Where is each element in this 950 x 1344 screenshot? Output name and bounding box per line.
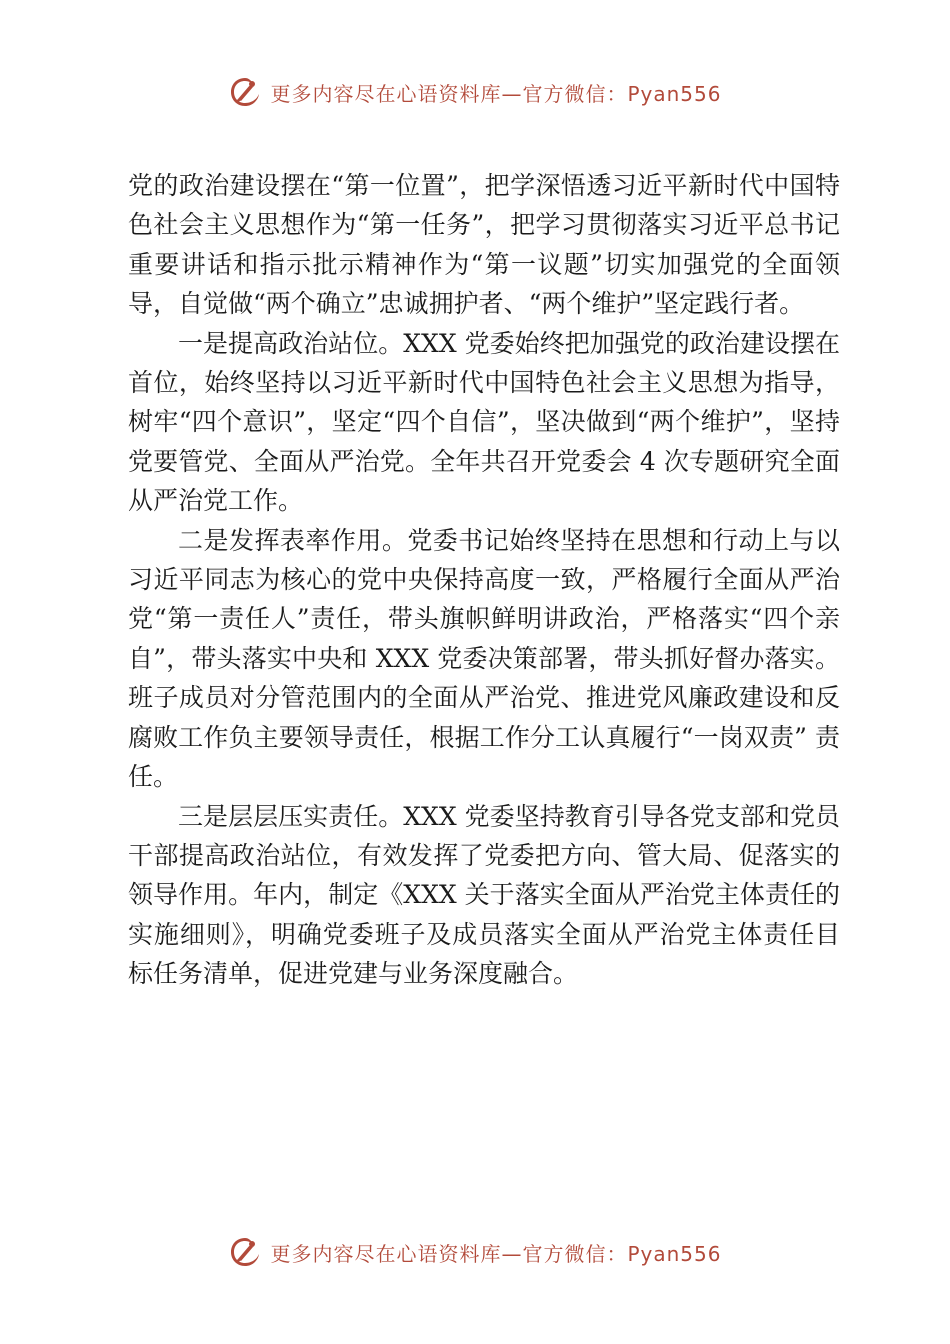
header-banner <box>0 70 950 114</box>
footer-banner-text: 更多内容尽在心语资料库—官方微信：Pyan556 <box>270 1241 722 1266</box>
brush-logo-icon <box>228 75 262 109</box>
header-banner-text: 更多内容尽在心语资料库—官方微信：Pyan556 <box>270 81 722 106</box>
paragraph-intro: 党的政治建设摆在“第一位置”，把学深悟透习近平新时代中国特色社会主义思想作为“第一任务”，把学习贯彻落实习近平总书记重要讲话和指示批示精神作为“第一议题”切实加强党的全面领导，自觉做“两个确立”忠诚拥护者、“两个维护”坚定践行者。 <box>128 171 840 319</box>
paragraph-two: 二是发挥表率作用。党委书记始终坚持在思想和行动上与以习近平同志为核心的党中央保持高度一致，严格履行全面从严治党“第一责任人”责任，带头旗帜鲜明讲政治，严格落实“四个亲自”，带头落实中央和 XXX 党委决策部署，带头抓好督办落实。班子成员对分管范围内的全面从严治党、推进党风廉政建设和反腐败工作负主要领导责任，根据工作分工认真履行“一岗双责” 责任。 <box>128 525 840 792</box>
paragraph-three: 三是层层压实责任。XXX 党委坚持教育引导各党支部和党员干部提高政治站位，有效发挥了党委把方向、管大局、促落实的领导作用。年内，制定《XXX 关于落实全面从严治党主体责任的实施细则》，明确党委班子及成员落实全面从严治党主体责任目标任务清单，促进党建与业务深度融合。 <box>128 801 840 989</box>
document-body <box>128 166 840 994</box>
brush-logo-icon <box>228 1235 262 1269</box>
footer-banner <box>0 1230 950 1274</box>
paragraph-one: 一是提高政治站位。XXX 党委始终把加强党的政治建设摆在首位，始终坚持以习近平新时代中国特色社会主义思想为指导，树牢“四个意识”，坚定“四个自信”，坚决做到“两个维护”，坚持党要管党、全面从严治党。全年共召开党委会 4 次专题研究全面从严治党工作。 <box>128 328 840 516</box>
